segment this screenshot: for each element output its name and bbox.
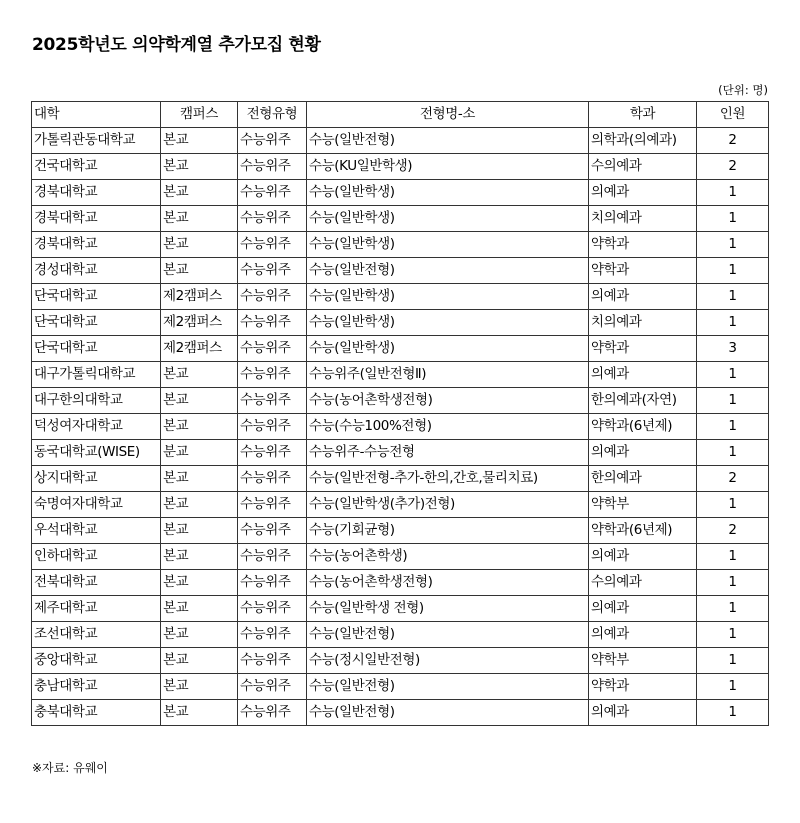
table-row <box>32 440 769 466</box>
cell-admission-type: 수능위주 <box>238 648 307 674</box>
cell-count: 1 <box>697 492 769 518</box>
cell-admission-type: 수능위주 <box>238 674 307 700</box>
header-campus: 캠퍼스 <box>161 102 238 128</box>
cell-admission-type: 수능위주 <box>238 492 307 518</box>
table-row <box>32 674 769 700</box>
table-body <box>32 128 769 726</box>
cell-campus: 본교 <box>161 180 238 206</box>
table-row <box>32 570 769 596</box>
header-admission-name: 전형명-소 <box>307 102 589 128</box>
cell-department: 약학과 <box>589 258 697 284</box>
cell-university: 경성대학교 <box>32 258 161 284</box>
cell-admission-name: 수능(정시일반전형) <box>307 648 589 674</box>
cell-admission-type: 수능위주 <box>238 466 307 492</box>
cell-admission-name: 수능(일반전형) <box>307 700 589 726</box>
cell-campus: 본교 <box>161 492 238 518</box>
cell-department: 약학부 <box>589 492 697 518</box>
cell-admission-name: 수능(일반전형-추가-한의,간호,물리치료) <box>307 466 589 492</box>
cell-university: 덕성여자대학교 <box>32 414 161 440</box>
cell-department: 의예과 <box>589 622 697 648</box>
cell-department: 의예과 <box>589 700 697 726</box>
cell-admission-type: 수능위주 <box>238 336 307 362</box>
unit-label: (단위: 명) <box>718 83 768 97</box>
cell-count: 1 <box>697 414 769 440</box>
cell-department: 의예과 <box>589 284 697 310</box>
table-row <box>32 648 769 674</box>
cell-university: 숙명여자대학교 <box>32 492 161 518</box>
table-row <box>32 258 769 284</box>
cell-university: 대구한의대학교 <box>32 388 161 414</box>
cell-count: 1 <box>697 700 769 726</box>
cell-campus: 제2캠퍼스 <box>161 336 238 362</box>
cell-university: 우석대학교 <box>32 518 161 544</box>
recruitment-table <box>31 101 769 726</box>
cell-count: 1 <box>697 258 769 284</box>
cell-admission-name: 수능위주-수능전형 <box>307 440 589 466</box>
cell-admission-name: 수능(일반학생 전형) <box>307 596 589 622</box>
cell-count: 2 <box>697 154 769 180</box>
cell-department: 의예과 <box>589 362 697 388</box>
cell-campus: 본교 <box>161 362 238 388</box>
table-row <box>32 362 769 388</box>
cell-count: 1 <box>697 206 769 232</box>
table-row <box>32 128 769 154</box>
cell-university: 경북대학교 <box>32 206 161 232</box>
table-row <box>32 232 769 258</box>
cell-campus: 본교 <box>161 648 238 674</box>
cell-count: 1 <box>697 544 769 570</box>
cell-department: 약학과(6년제) <box>589 414 697 440</box>
cell-campus: 본교 <box>161 622 238 648</box>
cell-campus: 본교 <box>161 466 238 492</box>
cell-campus: 본교 <box>161 700 238 726</box>
cell-admission-type: 수능위주 <box>238 232 307 258</box>
cell-department: 약학과 <box>589 674 697 700</box>
cell-campus: 본교 <box>161 128 238 154</box>
cell-admission-name: 수능(KU일반학생) <box>307 154 589 180</box>
cell-department: 의예과 <box>589 544 697 570</box>
cell-campus: 본교 <box>161 544 238 570</box>
table-row <box>32 310 769 336</box>
cell-admission-name: 수능(농어촌학생) <box>307 544 589 570</box>
cell-admission-name: 수능(일반전형) <box>307 674 589 700</box>
cell-university: 건국대학교 <box>32 154 161 180</box>
cell-university: 대구가톨릭대학교 <box>32 362 161 388</box>
cell-admission-type: 수능위주 <box>238 544 307 570</box>
cell-department: 수의예과 <box>589 570 697 596</box>
cell-university: 중앙대학교 <box>32 648 161 674</box>
cell-department: 치의예과 <box>589 206 697 232</box>
cell-admission-name: 수능(일반학생(추가)전형) <box>307 492 589 518</box>
cell-count: 2 <box>697 518 769 544</box>
table-row <box>32 544 769 570</box>
table-header-row <box>32 102 769 128</box>
table-row <box>32 518 769 544</box>
cell-university: 인하대학교 <box>32 544 161 570</box>
cell-admission-type: 수능위주 <box>238 700 307 726</box>
table-row <box>32 596 769 622</box>
cell-admission-type: 수능위주 <box>238 258 307 284</box>
cell-department: 의예과 <box>589 440 697 466</box>
cell-university: 단국대학교 <box>32 284 161 310</box>
cell-university: 전북대학교 <box>32 570 161 596</box>
cell-department: 치의예과 <box>589 310 697 336</box>
header-count: 인원 <box>697 102 769 128</box>
cell-campus: 본교 <box>161 570 238 596</box>
cell-admission-name: 수능(농어촌학생전형) <box>307 388 589 414</box>
cell-department: 한의예과 <box>589 466 697 492</box>
cell-campus: 본교 <box>161 674 238 700</box>
cell-admission-name: 수능(일반전형) <box>307 258 589 284</box>
cell-university: 충북대학교 <box>32 700 161 726</box>
cell-admission-type: 수능위주 <box>238 362 307 388</box>
cell-campus: 본교 <box>161 232 238 258</box>
cell-university: 상지대학교 <box>32 466 161 492</box>
cell-count: 1 <box>697 674 769 700</box>
cell-admission-type: 수능위주 <box>238 622 307 648</box>
cell-admission-name: 수능(일반학생) <box>307 232 589 258</box>
cell-admission-name: 수능(일반학생) <box>307 310 589 336</box>
cell-admission-type: 수능위주 <box>238 570 307 596</box>
cell-campus: 본교 <box>161 596 238 622</box>
cell-campus: 본교 <box>161 518 238 544</box>
cell-admission-type: 수능위주 <box>238 310 307 336</box>
cell-count: 2 <box>697 128 769 154</box>
cell-university: 동국대학교(WISE) <box>32 440 161 466</box>
cell-admission-name: 수능(기회균형) <box>307 518 589 544</box>
cell-campus: 본교 <box>161 154 238 180</box>
header-admission-type: 전형유형 <box>238 102 307 128</box>
cell-count: 1 <box>697 648 769 674</box>
cell-campus: 본교 <box>161 388 238 414</box>
cell-university: 조선대학교 <box>32 622 161 648</box>
cell-department: 약학과 <box>589 232 697 258</box>
table-row <box>32 622 769 648</box>
cell-admission-name: 수능(일반전형) <box>307 128 589 154</box>
cell-count: 1 <box>697 362 769 388</box>
cell-admission-name: 수능(일반학생) <box>307 284 589 310</box>
cell-admission-type: 수능위주 <box>238 388 307 414</box>
cell-admission-name: 수능(농어촌학생전형) <box>307 570 589 596</box>
page-title: 2025학년도 의약학계열 추가모집 현황 <box>32 35 321 55</box>
cell-department: 한의예과(자연) <box>589 388 697 414</box>
cell-count: 1 <box>697 180 769 206</box>
cell-campus: 제2캠퍼스 <box>161 284 238 310</box>
cell-count: 1 <box>697 596 769 622</box>
cell-count: 1 <box>697 284 769 310</box>
cell-count: 1 <box>697 440 769 466</box>
table-row <box>32 284 769 310</box>
cell-count: 1 <box>697 388 769 414</box>
cell-department: 의예과 <box>589 180 697 206</box>
cell-admission-type: 수능위주 <box>238 284 307 310</box>
cell-count: 1 <box>697 310 769 336</box>
cell-admission-type: 수능위주 <box>238 440 307 466</box>
source-note: ※자료: 유웨이 <box>32 761 108 775</box>
cell-department: 의예과 <box>589 596 697 622</box>
cell-admission-type: 수능위주 <box>238 128 307 154</box>
table-row <box>32 388 769 414</box>
cell-department: 약학과(6년제) <box>589 518 697 544</box>
cell-university: 가톨릭관동대학교 <box>32 128 161 154</box>
cell-university: 단국대학교 <box>32 310 161 336</box>
cell-university: 경북대학교 <box>32 232 161 258</box>
table-row <box>32 180 769 206</box>
cell-count: 3 <box>697 336 769 362</box>
cell-count: 1 <box>697 622 769 648</box>
cell-campus: 제2캠퍼스 <box>161 310 238 336</box>
cell-admission-type: 수능위주 <box>238 180 307 206</box>
cell-department: 약학과 <box>589 336 697 362</box>
cell-admission-name: 수능(일반학생) <box>307 336 589 362</box>
table-row <box>32 336 769 362</box>
cell-university: 단국대학교 <box>32 336 161 362</box>
cell-count: 1 <box>697 570 769 596</box>
cell-admission-name: 수능위주(일반전형Ⅱ) <box>307 362 589 388</box>
cell-campus: 본교 <box>161 414 238 440</box>
header-department: 학과 <box>589 102 697 128</box>
cell-admission-name: 수능(일반학생) <box>307 180 589 206</box>
table-row <box>32 492 769 518</box>
cell-department: 수의예과 <box>589 154 697 180</box>
table-row <box>32 154 769 180</box>
cell-count: 1 <box>697 232 769 258</box>
cell-university: 충남대학교 <box>32 674 161 700</box>
header-university: 대학 <box>32 102 161 128</box>
table-row <box>32 206 769 232</box>
cell-admission-type: 수능위주 <box>238 596 307 622</box>
cell-admission-name: 수능(수능100%전형) <box>307 414 589 440</box>
cell-admission-type: 수능위주 <box>238 414 307 440</box>
cell-department: 약학부 <box>589 648 697 674</box>
cell-campus: 본교 <box>161 258 238 284</box>
cell-department: 의학과(의예과) <box>589 128 697 154</box>
cell-university: 제주대학교 <box>32 596 161 622</box>
cell-admission-name: 수능(일반학생) <box>307 206 589 232</box>
cell-count: 2 <box>697 466 769 492</box>
table-row <box>32 700 769 726</box>
cell-admission-type: 수능위주 <box>238 154 307 180</box>
cell-admission-type: 수능위주 <box>238 518 307 544</box>
cell-admission-type: 수능위주 <box>238 206 307 232</box>
cell-university: 경북대학교 <box>32 180 161 206</box>
table-row <box>32 414 769 440</box>
cell-admission-name: 수능(일반전형) <box>307 622 589 648</box>
cell-campus: 분교 <box>161 440 238 466</box>
cell-campus: 본교 <box>161 206 238 232</box>
table-row <box>32 466 769 492</box>
